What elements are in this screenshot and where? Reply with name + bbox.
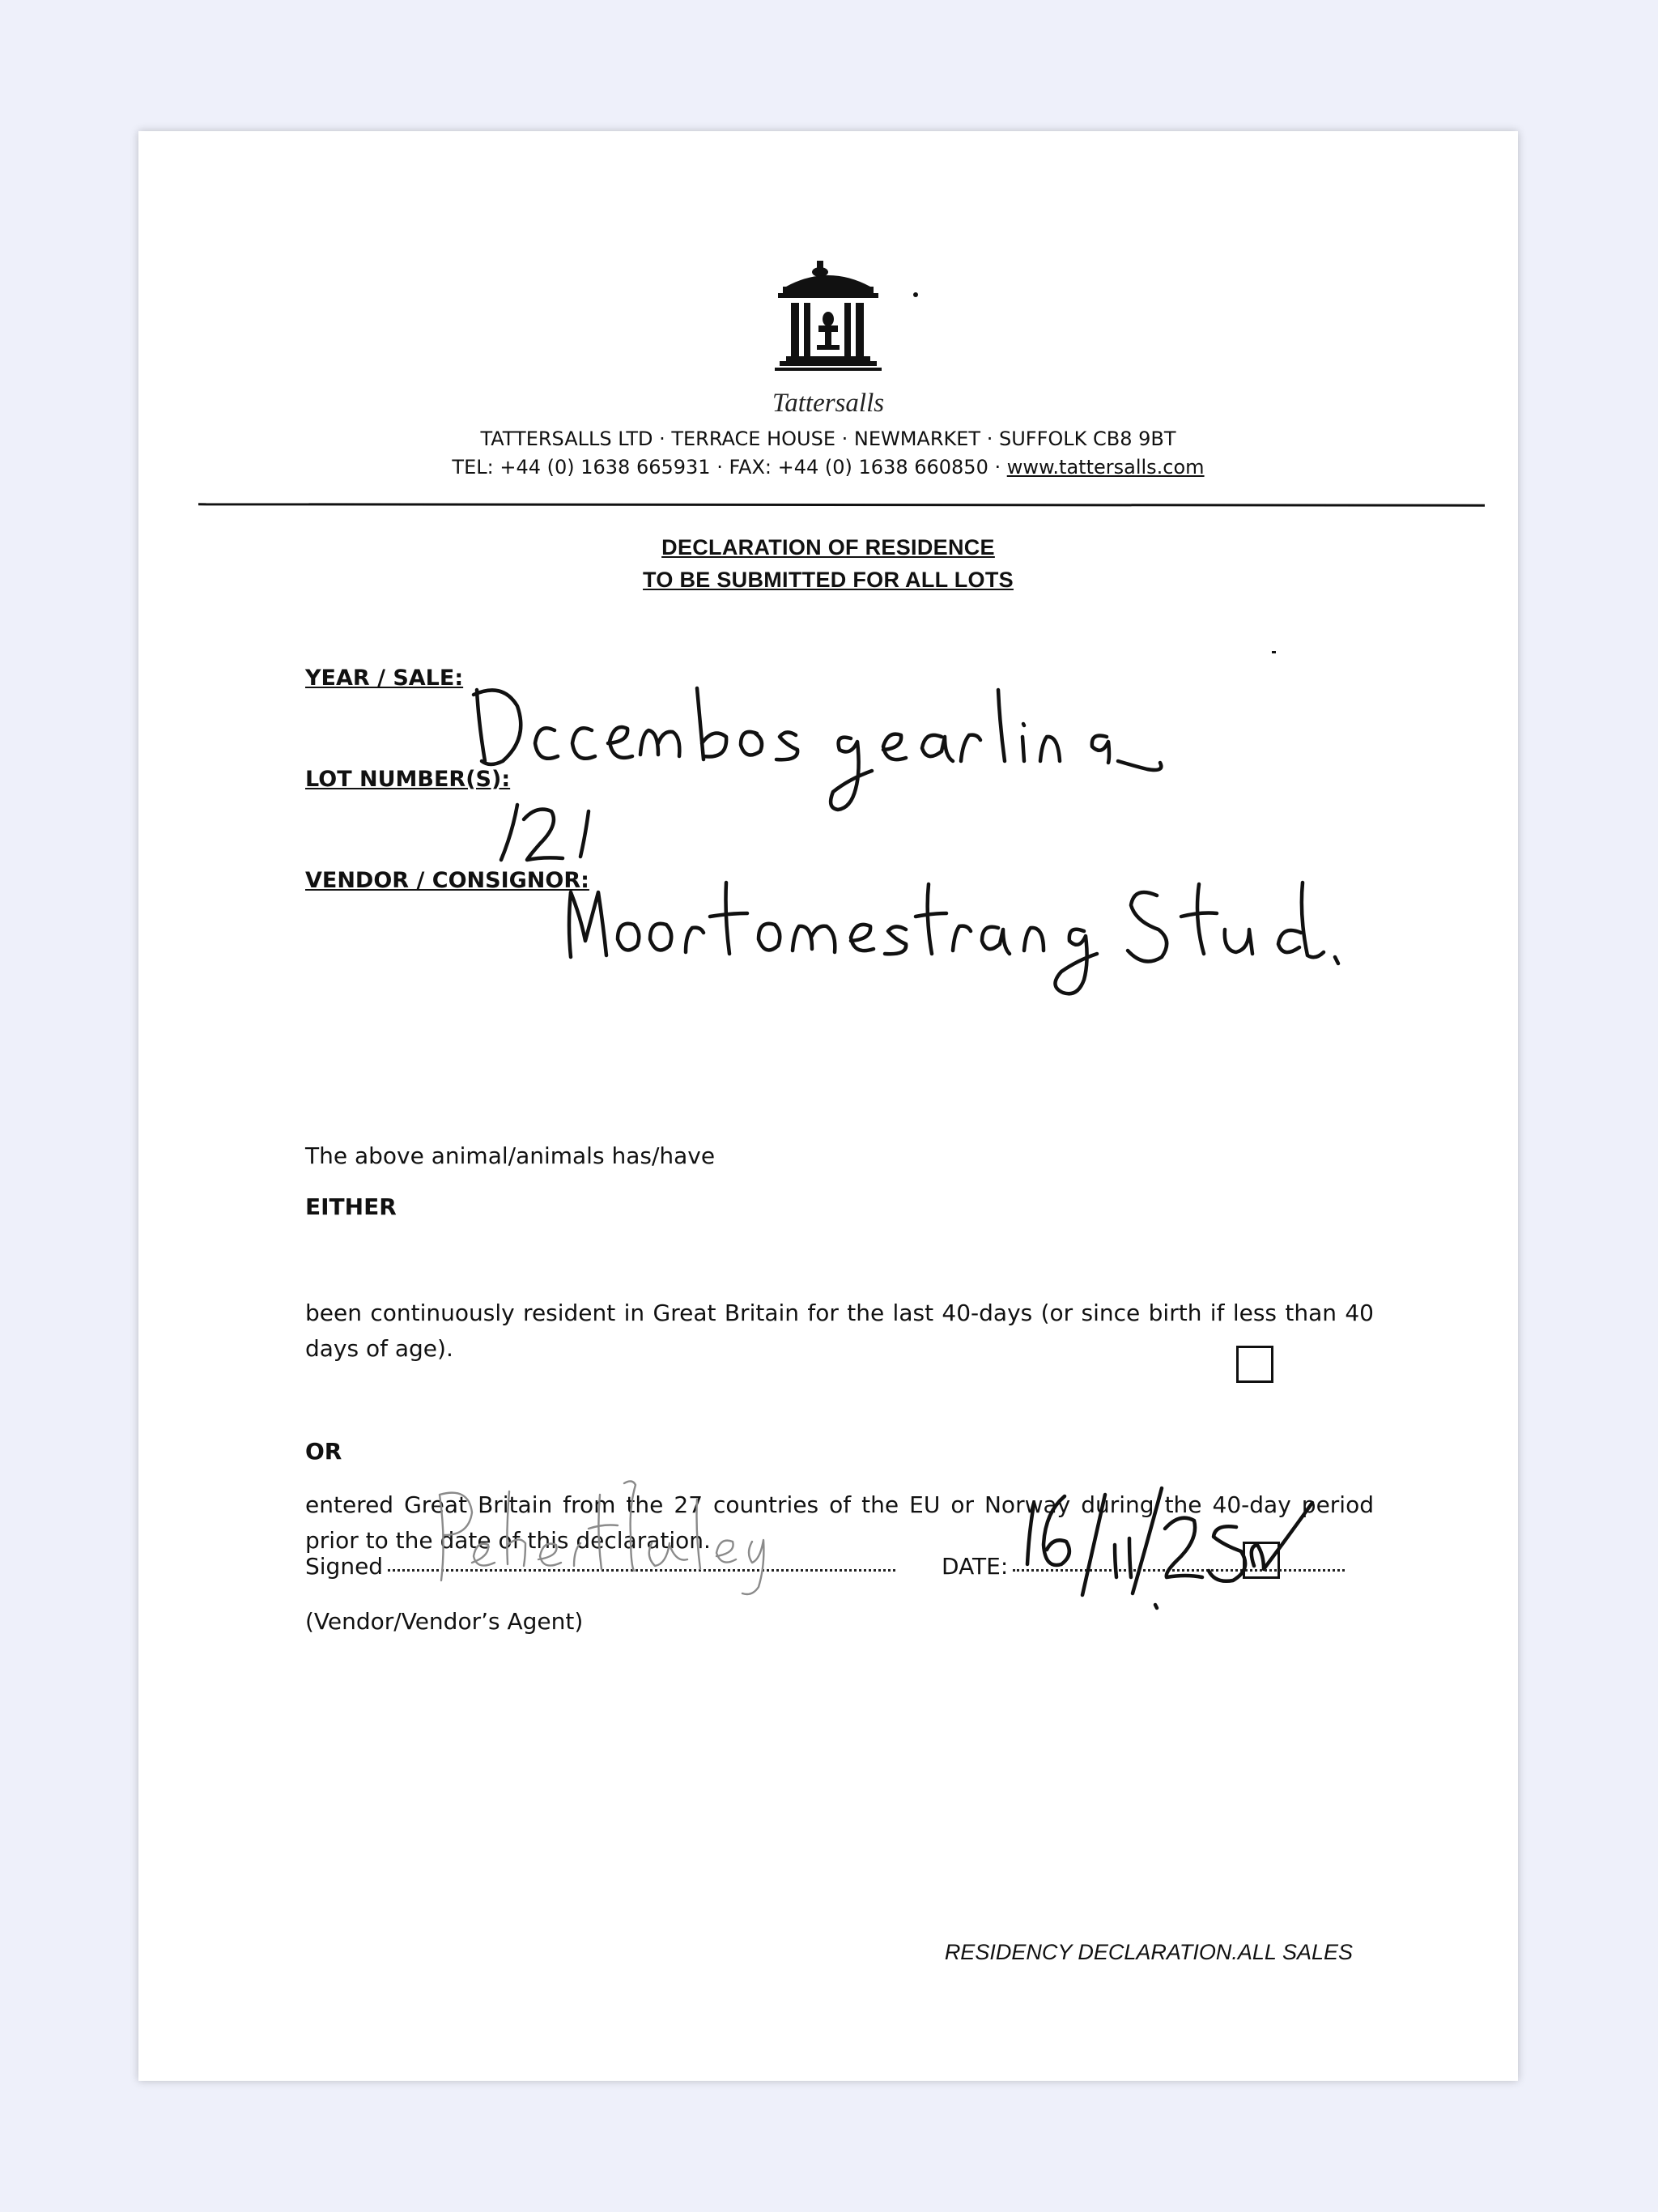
vendor-role-label: (Vendor/Vendor’s Agent) xyxy=(305,1608,584,1635)
website-link[interactable]: www.tattersalls.com xyxy=(1006,456,1205,479)
brand-name: Tattersalls xyxy=(772,389,885,418)
company-address: TATTERSALLS LTD · TERRACE HOUSE · NEWMARKET · SUFFOLK CB8 9BT xyxy=(480,428,1176,450)
lot-number-label: LOT NUMBER(S): xyxy=(305,767,511,792)
handwritten-date xyxy=(1021,1480,1280,1610)
year-sale-label: YEAR / SALE: xyxy=(305,666,464,691)
company-contact xyxy=(138,456,1518,479)
ink-dot xyxy=(912,291,920,300)
signature-image xyxy=(430,1475,770,1597)
continuous-residence-checkbox[interactable] xyxy=(1236,1346,1273,1383)
handwritten-lot-number xyxy=(495,800,608,865)
option-continuous-residence: been continuously resident in Great Britain for the last 40-days (or since birth if less than 40 days of age). xyxy=(305,1300,1374,1362)
either-heading: EITHER xyxy=(305,1193,397,1220)
document-title: DECLARATION OF RESIDENCE xyxy=(661,535,995,559)
declaration-intro: The above animal/animals has/have xyxy=(305,1142,716,1169)
or-heading: OR xyxy=(305,1438,342,1465)
contact-numbers: TEL: +44 (0) 1638 665931 · FAX: +44 (0) 1638 660850 · xyxy=(452,456,1007,479)
signed-row xyxy=(305,1553,383,1580)
document-page xyxy=(138,131,1518,2081)
signed-label: Signed xyxy=(305,1553,384,1580)
ink-mark xyxy=(1272,651,1278,656)
header-divider xyxy=(198,503,1485,506)
vendor-consignor-label: VENDOR / CONSIGNOR: xyxy=(305,868,589,893)
date-label: DATE: xyxy=(942,1553,1009,1580)
tattersalls-logo xyxy=(775,261,882,390)
handwritten-vendor xyxy=(559,860,1393,998)
document-subtitle: TO BE SUBMITTED FOR ALL LOTS xyxy=(643,568,1014,592)
option-entered-from-eu: entered Great Britain from the 27 countries of the EU or Norway during the 40-day period prior to the date of this declaration. xyxy=(305,1491,1374,1554)
handwritten-year-sale xyxy=(470,666,1175,787)
document-footer: RESIDENCY DECLARATION.ALL SALES xyxy=(944,1940,1353,1964)
